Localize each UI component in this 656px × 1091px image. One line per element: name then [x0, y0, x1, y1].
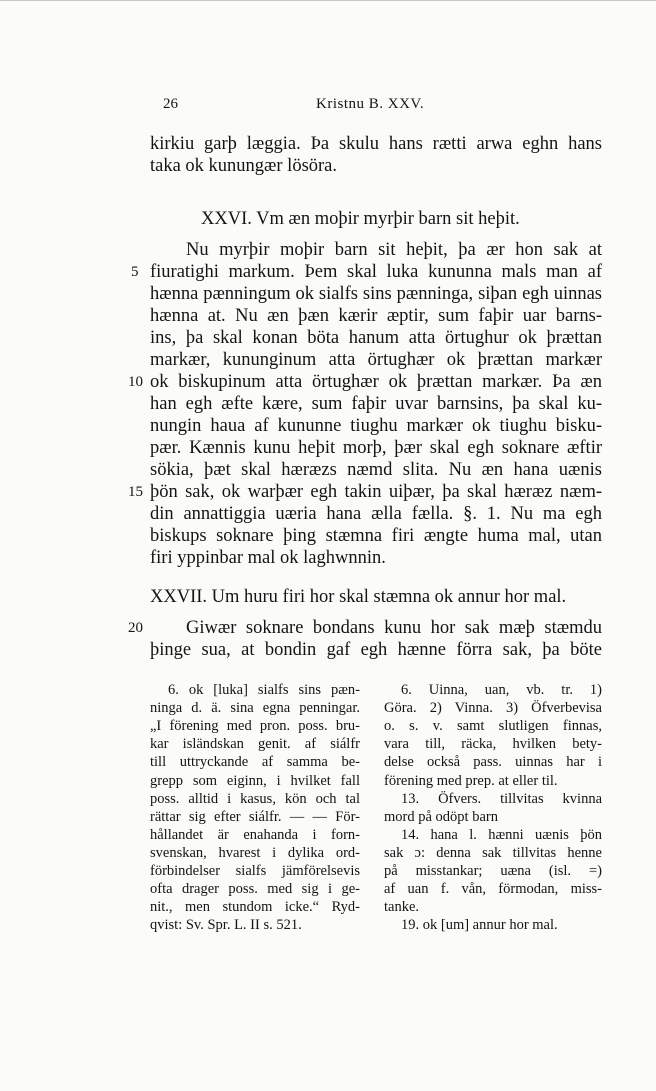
- note-line: ofta drager poss. med sig i ge-: [150, 881, 360, 897]
- line-number: 5: [131, 264, 139, 280]
- note-line: förening med prep. at eller til.: [384, 773, 558, 789]
- note-line: kar isländskan genit. af siálfr: [150, 736, 360, 752]
- note-line: grepp som eiginn, i hvilket fall: [150, 773, 360, 789]
- running-head-title: Kristnu B. XXV.: [316, 96, 425, 112]
- body-line: hænna pænningum ok sialfs sins pænninga, siþan egh uinnas: [150, 284, 602, 304]
- body-line: ins, þa skal konan böta hanum atta örtughur ok þrættan: [150, 328, 602, 348]
- body-line: biskups soknare þing stæmna firi ængte huma mal, utan: [150, 526, 602, 546]
- note-line: 6. Uinna, uan, vb. tr. 1): [401, 682, 602, 698]
- note-line: förbindelser sialfs jämförelsevis: [150, 863, 360, 879]
- note-line: på misstankar; uæna (isl. =): [384, 863, 602, 879]
- line-number: 15: [128, 484, 143, 500]
- body-line: Nu myrþir moþir barn sit heþit, þa ær hon sak at: [186, 240, 602, 260]
- page-top-edge: [0, 0, 656, 1]
- note-line: qvist: Sv. Spr. L. II s. 521.: [150, 917, 302, 933]
- line-number: 10: [128, 374, 143, 390]
- body-line: Giwær soknare bondans kunu hor sak mæþ stæmdu: [186, 618, 602, 638]
- note-line: svenskan, hvarest i dylika ord-: [150, 845, 360, 861]
- body-line: sökia, þæt skal hæræzs næmd slita. Nu æn hana uænis: [150, 460, 602, 480]
- note-line: af uan f. vån, förmodan, miss-: [384, 881, 602, 897]
- body-line: han egh æfte kære, sum faþir uvar barnsins, þa skal ku-: [150, 394, 602, 414]
- body-line: nungin haua af kununne tiughu markær ok tiughu bisku-: [150, 416, 602, 436]
- body-line: ok biskupinum atta örtughær ok þrættan markær. Þa æn: [150, 372, 602, 392]
- note-line: nit., men stundom icke.“ Ryd-: [150, 899, 360, 915]
- chapter-heading: XXVII. Um huru firi hor skal stæmna ok annur hor mal.: [150, 587, 567, 607]
- note-line: ninga d. ä. sina egna penningar.: [150, 700, 360, 716]
- body-line: hænna at. Nu æn þæn kærir æptir, sum faþir uar barns-: [150, 306, 602, 326]
- body-line: pær. Kænnis kunu heþit morþ, þær skal egh soknare æftir: [150, 438, 602, 458]
- note-line: rättar sig efter siálfr. — — För-: [150, 809, 360, 825]
- note-line: sak ɔ: denna sak tillvitas henne: [384, 845, 602, 861]
- body-line: þinge sua, at bondin gaf egh hænne förra sak, þa böte: [150, 640, 602, 660]
- note-line: „I förening med pron. poss. bru-: [150, 718, 360, 734]
- note-line: 19. ok [um] annur hor mal.: [401, 917, 558, 933]
- body-line: kirkiu garþ læggia. Þa skulu hans rætti arwa eghn hans: [150, 134, 602, 154]
- line-number: 20: [128, 620, 143, 636]
- note-line: 13. Öfvers. tillvitas kvinna: [401, 791, 602, 807]
- chapter-heading: XXVI. Vm æn moþir myrþir barn sit heþit.: [201, 209, 520, 229]
- body-line: markær, kununginum atta örtughær ok þrættan markær: [150, 350, 602, 370]
- body-line: firi yppinbar mal ok laghwnnin.: [150, 548, 386, 568]
- note-line: delse också pass. uinnas har i: [384, 754, 602, 770]
- note-line: poss. alltid i kasus, kön och tal: [150, 791, 360, 807]
- note-line: 14. hana l. hænni uænis þön: [401, 827, 602, 843]
- note-line: tanke.: [384, 899, 420, 915]
- note-line: o. s. v. samt slutligen finnas,: [384, 718, 602, 734]
- body-line: þön sak, ok warþær egh takin uiþær, þa skal hæræz næm-: [150, 482, 602, 502]
- note-line: 6. ok [luka] sialfs sins pæn-: [168, 682, 360, 698]
- note-line: hållandet är enahanda i forn-: [150, 827, 360, 843]
- note-line: till uttryckande af samma be-: [150, 754, 360, 770]
- note-line: vara till, räcka, hvilken bety-: [384, 736, 602, 752]
- note-line: mord på odöpt barn: [384, 809, 498, 825]
- body-line: fiuratighi markum. Þem skal luka kununna mals man af: [150, 262, 602, 282]
- page-number: 26: [163, 96, 178, 112]
- body-line: taka ok kunungær lösöra.: [150, 156, 338, 176]
- note-line: Göra. 2) Vinna. 3) Öfverbevisa: [384, 700, 602, 716]
- body-line: din annattiggia uæria hana ælla fælla. §. 1. Nu ma egh: [150, 504, 602, 524]
